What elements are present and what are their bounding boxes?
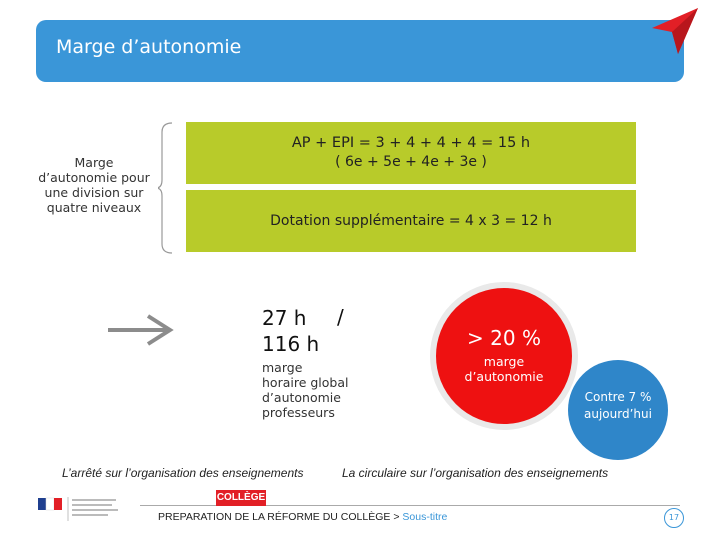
equation-line: AP + EPI = 3 + 4 + 4 + 4 = 15 h: [291, 135, 531, 151]
dotation-box: [186, 190, 636, 252]
hours-line: 27 h: [262, 306, 307, 330]
percent-label: marge d’autonomie: [464, 354, 544, 384]
equation-box: [186, 122, 636, 184]
dotation-line: Dotation supplémentaire = 4 x 3 = 12 h: [270, 213, 552, 229]
caption-circulaire: La circulaire sur l’organisation des enseignements: [342, 466, 609, 480]
caption-arrete: L’arrêté sur l’organisation des enseignements: [62, 466, 304, 480]
percent-value: > 20 %: [467, 326, 541, 350]
ministry-logo-icon: [34, 494, 130, 524]
left-label-line: Marge: [74, 155, 114, 170]
footer-subtitle: Sous-titre: [402, 511, 448, 523]
college-badge: COLLÈGE: [216, 490, 266, 506]
page-number: 17: [664, 508, 684, 528]
left-label-line: quatre niveaux: [46, 200, 142, 215]
footer-text: [158, 511, 447, 523]
hours-slash: /: [337, 305, 344, 329]
comparison-circle: [568, 360, 668, 460]
left-label-line: d’autonomie pour: [38, 170, 150, 185]
left-label: [24, 155, 164, 215]
hours-caption-line: professeurs: [262, 405, 335, 420]
hours-caption-line: horaire global: [262, 375, 349, 390]
left-label-line: une division sur: [44, 185, 144, 200]
arrow-logo-icon: [648, 6, 700, 58]
hours-caption-line: marge: [262, 360, 303, 375]
percent-circle: [430, 282, 578, 430]
levels-line: ( 6e + 5e + 4e + 3e ): [335, 154, 487, 170]
comparison-label: Contre 7 % aujourd’hui: [584, 390, 652, 421]
hours-caption: [262, 360, 382, 420]
hours-line: 116 h: [262, 332, 320, 356]
right-arrow-icon: [106, 312, 174, 348]
hours-caption-line: d’autonomie: [262, 390, 341, 405]
bracket-icon: [158, 122, 188, 254]
footer-title: PREPARATION DE LA RÉFORME DU COLLÈGE >: [158, 511, 403, 523]
hours-value: [262, 305, 319, 357]
slide-title: Marge d’autonomie: [56, 36, 242, 58]
